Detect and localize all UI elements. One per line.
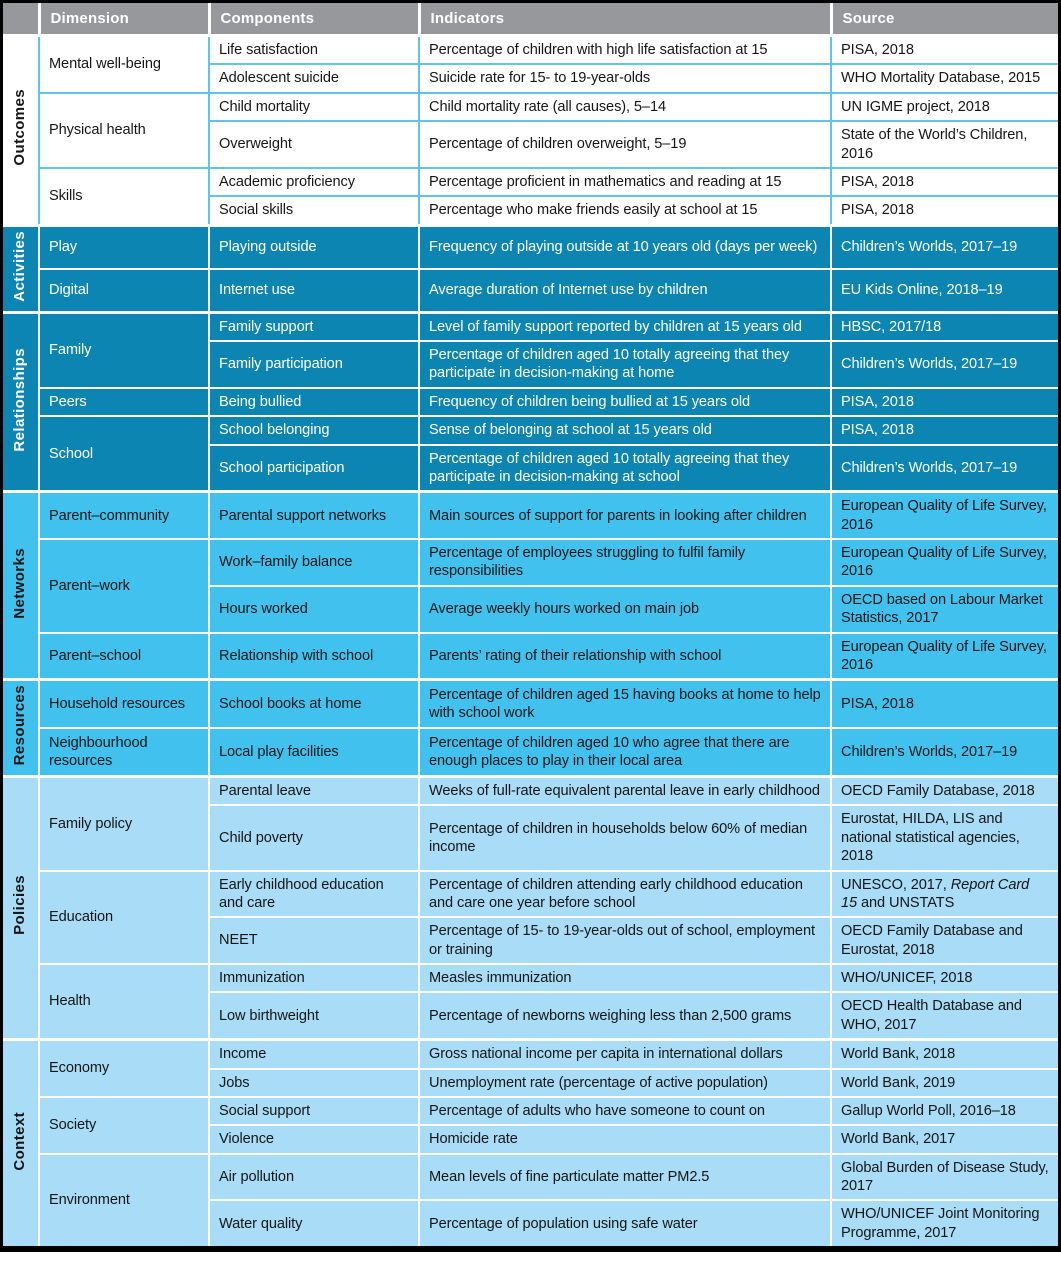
component-cell: Social support: [209, 1097, 419, 1125]
source-cell: PISA, 2018: [831, 416, 1058, 444]
column-header-source: Source: [831, 3, 1058, 36]
table-row: [3, 312, 1058, 341]
dimension-cell: Skills: [39, 168, 209, 225]
section-label-cell: [3, 492, 39, 680]
section-label: Relationships: [11, 347, 29, 452]
section-label-cell: [3, 1040, 39, 1247]
component-cell: Early childhood education and care: [209, 871, 419, 918]
source-text: UNESCO, 2017,: [841, 876, 951, 893]
source-cell: Eurostat, HILDA, LIS and national statistical agencies, 2018: [831, 805, 1058, 870]
component-cell: Immunization: [209, 964, 419, 992]
table-row: [3, 93, 1058, 121]
table-row: [3, 269, 1058, 313]
indicator-cell: Weeks of full-rate equivalent parental leave in early childhood: [419, 777, 831, 806]
dimension-cell: Peers: [39, 388, 209, 416]
table-row: [3, 680, 1058, 728]
indicator-cell: Percentage of population using safe water: [419, 1200, 831, 1246]
component-cell: Low birthweight: [209, 992, 419, 1039]
indicator-cell: Suicide rate for 15- to 19-year-olds: [419, 64, 831, 92]
section-label-cell: [3, 225, 39, 312]
dimension-cell: Neighbourhood resources: [39, 728, 209, 776]
indicator-cell: Percentage of adults who have someone to count on: [419, 1097, 831, 1125]
section-label: Policies: [11, 875, 29, 936]
source-cell: World Bank, 2018: [831, 1040, 1058, 1069]
table-row: [3, 777, 1058, 806]
source-cell: OECD based on Labour Market Statistics, 2017: [831, 586, 1058, 633]
column-header-indicators: Indicators: [419, 3, 831, 36]
component-cell: Air pollution: [209, 1154, 419, 1201]
section-label: Resources: [11, 685, 29, 766]
indicator-cell: Percentage of employees struggling to fulfil family responsibilities: [419, 539, 831, 586]
dimension-cell: Household resources: [39, 680, 209, 728]
source-text-italic: Report Card 15: [841, 876, 1030, 911]
dimension-cell: Environment: [39, 1154, 209, 1247]
table-row: [3, 36, 1058, 65]
dimension-cell: Society: [39, 1097, 209, 1154]
source-cell: Children’s Worlds, 2017–19: [831, 341, 1058, 388]
source-cell: WHO/UNICEF Joint Monitoring Programme, 2017: [831, 1200, 1058, 1246]
dimension-cell: Health: [39, 964, 209, 1040]
table-row: [3, 1040, 1058, 1069]
component-cell: Local play facilities: [209, 728, 419, 776]
indicator-cell: Percentage who make friends easily at school at 15: [419, 196, 831, 225]
source-cell: World Bank, 2017: [831, 1125, 1058, 1153]
indicator-cell: Percentage proficient in mathematics and reading at 15: [419, 168, 831, 196]
dimension-cell: Physical health: [39, 93, 209, 168]
component-cell: Water quality: [209, 1200, 419, 1246]
source-cell: WHO/UNICEF, 2018: [831, 964, 1058, 992]
indicator-cell: Average duration of Internet use by children: [419, 269, 831, 313]
component-cell: Jobs: [209, 1069, 419, 1097]
component-cell: NEET: [209, 917, 419, 964]
indicator-cell: Percentage of newborns weighing less than 2,500 grams: [419, 992, 831, 1039]
component-cell: Parental leave: [209, 777, 419, 806]
indicator-cell: Percentage of children aged 10 who agree that there are enough places to play in their local area: [419, 728, 831, 776]
column-header-components: Components: [209, 3, 419, 36]
source-cell: OECD Health Database and WHO, 2017: [831, 992, 1058, 1039]
indicator-cell: Homicide rate: [419, 1125, 831, 1153]
table-row: [3, 388, 1058, 416]
component-cell: School books at home: [209, 680, 419, 728]
source-cell: European Quality of Life Survey, 2016: [831, 492, 1058, 539]
section-label: Activities: [11, 230, 29, 302]
indicator-cell: Measles immunization: [419, 964, 831, 992]
source-cell: European Quality of Life Survey, 2016: [831, 633, 1058, 680]
component-cell: Child poverty: [209, 805, 419, 870]
indicator-cell: Percentage of children with high life satisfaction at 15: [419, 36, 831, 65]
dimension-cell: School: [39, 416, 209, 492]
source-cell: [831, 871, 1058, 918]
source-cell: Global Burden of Disease Study, 2017: [831, 1154, 1058, 1201]
dimension-cell: Economy: [39, 1040, 209, 1097]
indicator-cell: Percentage of children in households below 60% of median income: [419, 805, 831, 870]
component-cell: Relationship with school: [209, 633, 419, 680]
table-body: [3, 36, 1058, 1247]
table-row: [3, 225, 1058, 269]
table-row: [3, 633, 1058, 680]
component-cell: Income: [209, 1040, 419, 1069]
source-cell: PISA, 2018: [831, 196, 1058, 225]
indicator-cell: Main sources of support for parents in looking after children: [419, 492, 831, 539]
section-label: Context: [11, 1111, 29, 1171]
indicator-cell: Sense of belonging at school at 15 years old: [419, 416, 831, 444]
source-cell: Children’s Worlds, 2017–19: [831, 728, 1058, 776]
source-cell: Children’s Worlds, 2017–19: [831, 445, 1058, 492]
source-cell: PISA, 2018: [831, 680, 1058, 728]
source-cell: PISA, 2018: [831, 388, 1058, 416]
component-cell: Family participation: [209, 341, 419, 388]
column-header-dimension: Dimension: [39, 3, 209, 36]
section-label: Networks: [11, 547, 29, 619]
component-cell: Internet use: [209, 269, 419, 313]
component-cell: Social skills: [209, 196, 419, 225]
component-cell: Being bullied: [209, 388, 419, 416]
indicator-cell: Percentage of children aged 10 totally agreeing that they participate in decision-making at home: [419, 341, 831, 388]
source-cell: PISA, 2018: [831, 36, 1058, 65]
component-cell: Playing outside: [209, 225, 419, 269]
table-row: [3, 539, 1058, 586]
component-cell: Child mortality: [209, 93, 419, 121]
source-cell: State of the World’s Children, 2016: [831, 121, 1058, 168]
indicator-cell: Percentage of children overweight, 5–19: [419, 121, 831, 168]
dimension-cell: Parent–work: [39, 539, 209, 633]
source-cell: World Bank, 2019: [831, 1069, 1058, 1097]
table-header: [3, 3, 1058, 36]
source-cell: European Quality of Life Survey, 2016: [831, 539, 1058, 586]
indicator-cell: Percentage of children aged 15 having books at home to help with school work: [419, 680, 831, 728]
indicator-cell: Mean levels of fine particulate matter PM2.5: [419, 1154, 831, 1201]
dimension-cell: Family policy: [39, 777, 209, 871]
component-cell: Hours worked: [209, 586, 419, 633]
component-cell: Parental support networks: [209, 492, 419, 539]
table-row: [3, 1097, 1058, 1125]
table-row: [3, 964, 1058, 992]
indicator-cell: Percentage of 15- to 19-year-olds out of school, employment or training: [419, 917, 831, 964]
source-cell: EU Kids Online, 2018–19: [831, 269, 1058, 313]
section-label-cell: [3, 680, 39, 777]
dimension-cell: Digital: [39, 269, 209, 313]
section-label-cell: [3, 777, 39, 1040]
indicator-cell: Frequency of children being bullied at 15 years old: [419, 388, 831, 416]
indicator-cell: Level of family support reported by children at 15 years old: [419, 312, 831, 341]
component-cell: Violence: [209, 1125, 419, 1153]
source-cell: WHO Mortality Database, 2015: [831, 64, 1058, 92]
table-row: [3, 728, 1058, 776]
component-cell: Overweight: [209, 121, 419, 168]
indicator-cell: Percentage of children aged 10 totally agreeing that they participate in decision-making at school: [419, 445, 831, 492]
component-cell: Family support: [209, 312, 419, 341]
component-cell: Work–family balance: [209, 539, 419, 586]
component-cell: Life satisfaction: [209, 36, 419, 65]
table-row: [3, 416, 1058, 444]
section-label-cell: [3, 36, 39, 226]
source-cell: Children’s Worlds, 2017–19: [831, 225, 1058, 269]
component-cell: School participation: [209, 445, 419, 492]
dimension-cell: Parent–school: [39, 633, 209, 680]
source-cell: UN IGME project, 2018: [831, 93, 1058, 121]
header-row: [3, 3, 1058, 36]
source-cell: HBSC, 2017/18: [831, 312, 1058, 341]
dimension-cell: Play: [39, 225, 209, 269]
dimension-cell: Family: [39, 312, 209, 388]
dimension-cell: Mental well-being: [39, 36, 209, 93]
indicator-cell: Parents’ rating of their relationship with school: [419, 633, 831, 680]
indicator-cell: Percentage of children attending early childhood education and care one year before school: [419, 871, 831, 918]
source-cell: OECD Family Database and Eurostat, 2018: [831, 917, 1058, 964]
table-row: [3, 871, 1058, 918]
section-label-column-header: [3, 3, 39, 36]
indicator-cell: Frequency of playing outside at 10 years old (days per week): [419, 225, 831, 269]
indicators-table: [3, 3, 1058, 1246]
source-cell: OECD Family Database, 2018: [831, 777, 1058, 806]
indicator-cell: Child mortality rate (all causes), 5–14: [419, 93, 831, 121]
component-cell: Academic proficiency: [209, 168, 419, 196]
source-cell: Gallup World Poll, 2016–18: [831, 1097, 1058, 1125]
indicator-cell: Average weekly hours worked on main job: [419, 586, 831, 633]
source-cell: PISA, 2018: [831, 168, 1058, 196]
indicator-cell: Gross national income per capita in international dollars: [419, 1040, 831, 1069]
component-cell: School belonging: [209, 416, 419, 444]
table-row: [3, 168, 1058, 196]
section-label: Outcomes: [11, 89, 29, 166]
dimension-cell: Parent–community: [39, 492, 209, 539]
section-label-cell: [3, 312, 39, 492]
dimension-cell: Education: [39, 871, 209, 965]
source-text: and UNSTATS: [857, 894, 955, 911]
table-row: [3, 1154, 1058, 1201]
indicator-cell: Unemployment rate (percentage of active population): [419, 1069, 831, 1097]
table-row: [3, 492, 1058, 539]
component-cell: Adolescent suicide: [209, 64, 419, 92]
